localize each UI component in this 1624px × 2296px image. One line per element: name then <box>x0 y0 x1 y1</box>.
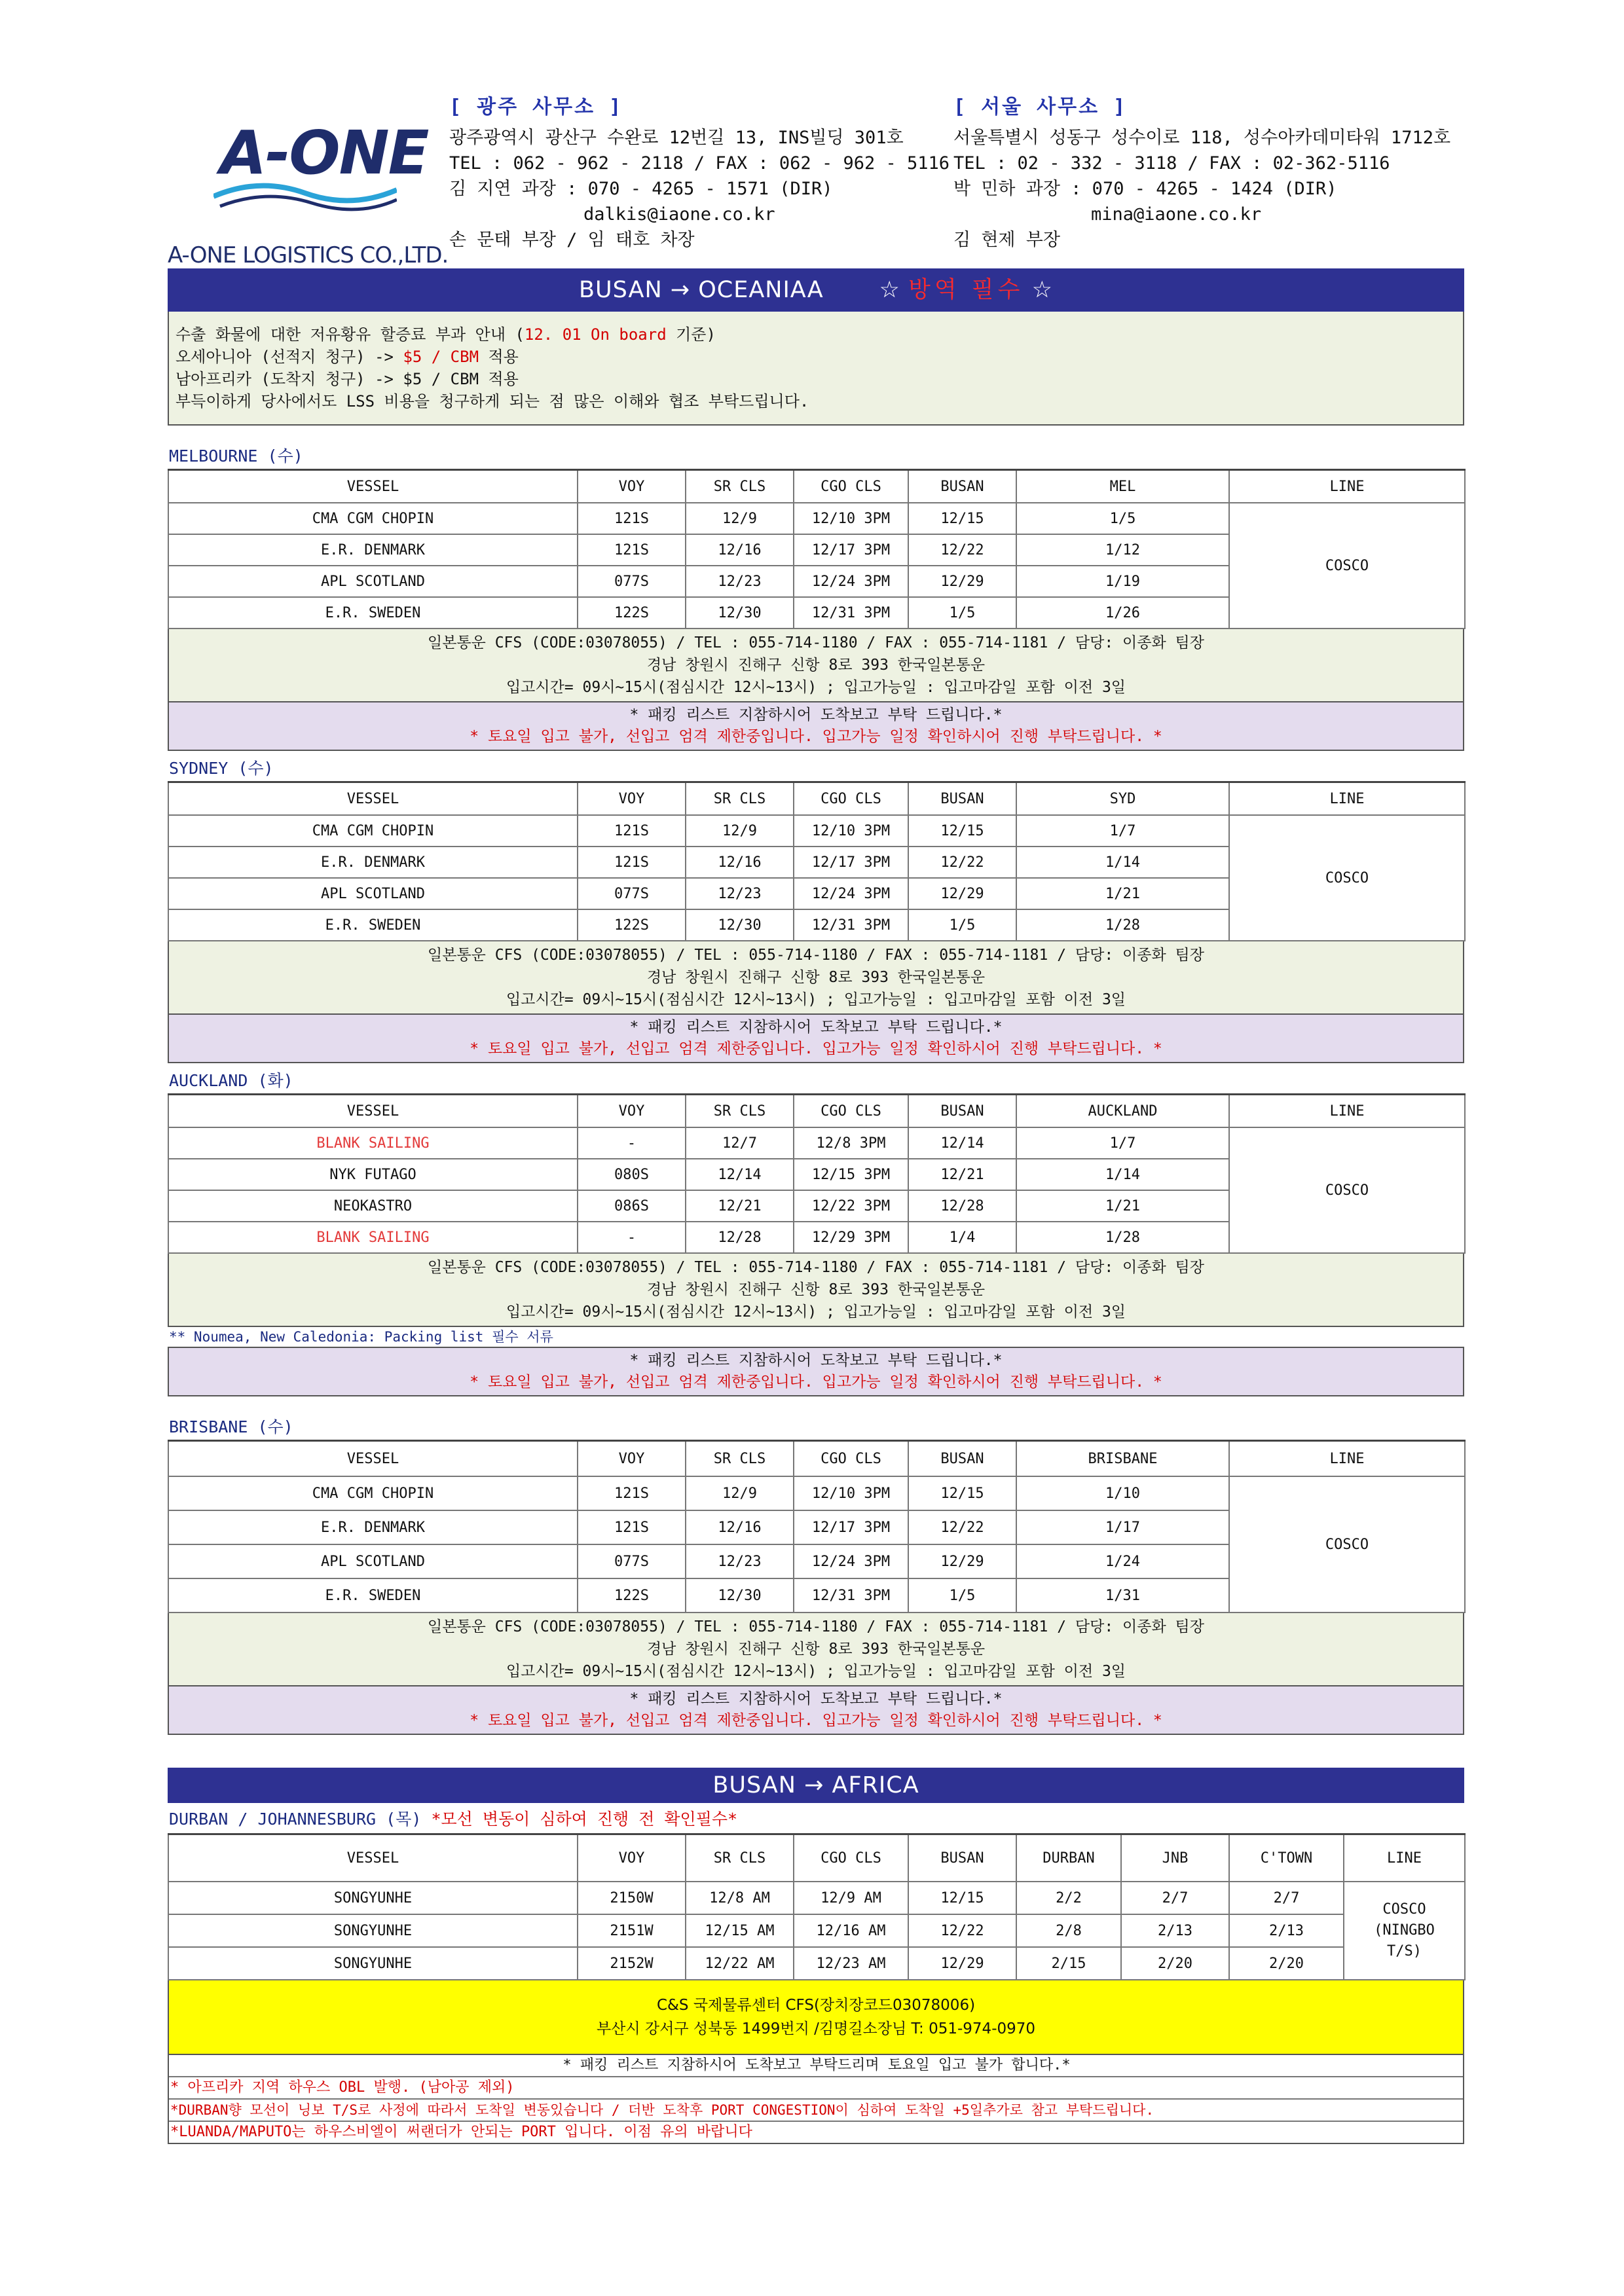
office-phone: TEL : 062 - 962 - 2118 / FAX : 062 - 962 - 5116 <box>449 153 950 173</box>
vessel-cell: E.R. DENMARK <box>168 1510 578 1544</box>
col-cgo-cls: CGO CLS <box>794 470 908 503</box>
table-header <box>168 470 1465 503</box>
brisbane-title: BRISBANE (수) <box>169 1417 293 1436</box>
voy-cell: 122S <box>578 597 686 629</box>
destination-cell: 1/14 <box>1016 847 1229 878</box>
pack-line: * 패킹 리스트 지참하시어 도착보고 부탁 드립니다.* <box>629 1690 1003 1707</box>
africa-pack-note: * 패킹 리스트 지참하시어 도착보고 부탁드리며 토요일 입고 불가 합니다.* <box>563 2057 1071 2073</box>
line-cell: COSCO <box>1229 815 1465 941</box>
vessel-cell: APL SCOTLAND <box>168 1544 578 1578</box>
busan-cell: 12/22 <box>908 1914 1016 1947</box>
voy-cell: 122S <box>578 1578 686 1613</box>
line-cell <box>1344 1882 1465 1980</box>
busan-cell: 12/28 <box>908 1190 1016 1222</box>
sr-cls-cell: 12/16 <box>686 1510 794 1544</box>
col-destination: MEL <box>1016 470 1229 503</box>
vessel-cell: E.R. SWEDEN <box>168 909 578 941</box>
line-cell: COSCO <box>1229 1127 1465 1253</box>
office-email[interactable]: dalkis@iaone.co.kr <box>583 204 775 225</box>
col-voy: VOY <box>578 470 686 503</box>
cgo-cls-cell: 12/17 3PM <box>794 1510 908 1544</box>
oceania-section-bar <box>168 268 1464 312</box>
col-line: LINE <box>1229 470 1465 503</box>
destination-cell: 1/14 <box>1016 1159 1229 1190</box>
col-voy: VOY <box>578 1441 686 1477</box>
vessel-cell: E.R. SWEDEN <box>168 1578 578 1613</box>
notice-line: 오세아니아 (선적지 청구) -> $5 / CBM 적용 <box>175 348 519 366</box>
col-voy: VOY <box>578 1834 686 1882</box>
busan-cell: 12/29 <box>908 878 1016 909</box>
sr-cls-cell: 12/30 <box>686 909 794 941</box>
jnb-cell: 2/13 <box>1121 1914 1229 1947</box>
vessel-cell: APL SCOTLAND <box>168 878 578 909</box>
destination-cell: 1/10 <box>1016 1476 1229 1510</box>
office-phone: TEL : 02 - 332 - 3118 / FAX : 02-362-5116 <box>953 153 1390 173</box>
cfs-line: C&S 국제물류센터 CFS(장치장코드03078006) <box>656 1997 976 2014</box>
africa-schedule-table <box>168 1833 1466 1980</box>
jnb-cell: 2/7 <box>1121 1882 1229 1914</box>
wave-icon <box>213 177 397 216</box>
col-voy: VOY <box>578 1095 686 1128</box>
cfs-line: 경남 창원시 진해구 신항 8로 393 한국일본통운 <box>646 1641 986 1658</box>
voy-cell: 077S <box>578 1544 686 1578</box>
destination-cell: 1/28 <box>1016 909 1229 941</box>
line-cell: COSCO <box>1229 503 1465 629</box>
section-title: BUSAN → OCEANIAA <box>579 277 824 303</box>
voy-cell: - <box>578 1222 686 1253</box>
busan-cell: 12/22 <box>908 847 1016 878</box>
cgo-cls-cell: 12/29 3PM <box>794 1222 908 1253</box>
col-cgo-cls: CGO CLS <box>794 1441 908 1477</box>
pack-line: * 패킹 리스트 지참하시어 도착보고 부탁 드립니다.* <box>629 706 1003 723</box>
col-jnb: JNB <box>1121 1834 1229 1882</box>
cgo-cell: 12/23 AM <box>794 1947 908 1980</box>
office-address: 서울특별시 성동구 성수이로 118, 성수아카데미타워 1712호 <box>953 128 1451 148</box>
vessel-cell: SONGYUNHE <box>168 1914 578 1947</box>
col-vessel: VESSEL <box>168 1095 578 1128</box>
table-row <box>168 1914 1465 1947</box>
star-icon: ☆ <box>879 277 900 303</box>
pack-line: * 패킹 리스트 지참하시어 도착보고 부탁 드립니다.* <box>629 1019 1003 1036</box>
voy-cell: 077S <box>578 878 686 909</box>
seoul-office <box>953 94 1450 253</box>
destination-cell: 1/21 <box>1016 878 1229 909</box>
destination-cell: 1/28 <box>1016 1222 1229 1253</box>
table-row <box>168 503 1465 534</box>
cgo-cls-cell: 12/10 3PM <box>794 503 908 534</box>
col-cgo-cls: CGO CLS <box>794 1095 908 1128</box>
office-title: [ 광주 사무소 ] <box>449 96 623 118</box>
busan-cell: 12/22 <box>908 1510 1016 1544</box>
vessel-cell: CMA CGM CHOPIN <box>168 815 578 847</box>
destination-cell: 1/21 <box>1016 1190 1229 1222</box>
voy-cell: 077S <box>578 566 686 597</box>
cfs-line: 입고시간= 09시~15시(점심시간 12시~13시) ; 입고가능일 : 입고마감일 포함 이전 3일 <box>506 991 1126 1008</box>
busan-cell: 12/29 <box>908 566 1016 597</box>
gwangju-office <box>449 94 950 253</box>
col-vessel: VESSEL <box>168 470 578 503</box>
sr-cls-cell: 12/16 <box>686 847 794 878</box>
col-sr-cls: SR CLS <box>686 1095 794 1128</box>
col-destination: AUCKLAND <box>1016 1095 1229 1128</box>
voy-cell: 080S <box>578 1159 686 1190</box>
cgo-cls-cell: 12/31 3PM <box>794 909 908 941</box>
sr-cell: 12/15 AM <box>686 1914 794 1947</box>
notice-line: 남아프리카 (도착지 청구) -> $5 / CBM 적용 <box>175 370 519 388</box>
melbourne-title: MELBOURNE (수) <box>169 446 303 465</box>
sr-cls-cell: 12/16 <box>686 534 794 566</box>
sr-cls-cell: 12/28 <box>686 1222 794 1253</box>
table-header <box>168 1095 1465 1128</box>
durban-cell: 2/2 <box>1016 1882 1121 1914</box>
cfs-info <box>168 629 1464 702</box>
destination-cell: 1/19 <box>1016 566 1229 597</box>
busan-cell: 12/14 <box>908 1127 1016 1159</box>
voy-cell: 2151W <box>578 1914 686 1947</box>
col-voy: VOY <box>578 782 686 816</box>
sr-cls-cell: 12/9 <box>686 1476 794 1510</box>
ctown-cell: 2/13 <box>1229 1914 1344 1947</box>
table-header <box>168 1834 1465 1882</box>
destination-cell: 1/31 <box>1016 1578 1229 1613</box>
voy-cell: 121S <box>578 847 686 878</box>
col-sr-cls: SR CLS <box>686 1441 794 1477</box>
busan-cell: 12/22 <box>908 534 1016 566</box>
auckland-title: AUCKLAND (화) <box>169 1071 293 1090</box>
col-destination: BRISBANE <box>1016 1441 1229 1477</box>
sr-cls-cell: 12/7 <box>686 1127 794 1159</box>
header <box>168 79 1464 268</box>
table-row <box>168 1476 1465 1510</box>
notice-line: 부득이하게 당사에서도 LSS 비용을 청구하게 되는 점 많은 이해와 협조 부탁드립니다. <box>175 392 809 410</box>
logo-subtitle: A-ONE LOGISTICS CO.,LTD. <box>168 242 449 268</box>
destination-cell: 1/7 <box>1016 1127 1229 1159</box>
cfs-line: 부산시 강서구 성북동 1499번지 /김명길소장님 T: 051-974-0970 <box>596 2020 1036 2037</box>
table-row <box>168 1882 1465 1914</box>
voy-cell: 121S <box>578 534 686 566</box>
cgo-cell: 12/16 AM <box>794 1914 908 1947</box>
col-vessel: VESSEL <box>168 782 578 816</box>
line-cell-text: T/S) <box>1387 1943 1422 1959</box>
ctown-cell: 2/20 <box>1229 1947 1344 1980</box>
pack-line: * 토요일 입고 불가, 선입고 엄격 제한중입니다. 입고가능 일정 확인하시어 진행 부탁드립니다. * <box>470 1040 1162 1057</box>
cfs-info <box>168 1254 1464 1327</box>
cgo-cls-cell: 12/10 3PM <box>794 1476 908 1510</box>
col-vessel: VESSEL <box>168 1834 578 1882</box>
africa-note: * 아프리카 지역 하우스 OBL 발행. (남아공 제외) <box>169 2076 1463 2098</box>
vessel-cell: SONGYUNHE <box>168 1947 578 1980</box>
cfs-info <box>168 1613 1464 1686</box>
col-busan: BUSAN <box>908 1095 1016 1128</box>
cgo-cls-cell: 12/17 3PM <box>794 847 908 878</box>
col-destination: SYD <box>1016 782 1229 816</box>
sr-cls-cell: 12/23 <box>686 566 794 597</box>
vessel-cell: CMA CGM CHOPIN <box>168 1476 578 1510</box>
cfs-line: 일본통운 CFS (CODE:03078055) / TEL : 055-714-1180 / FAX : 055-714-1181 / 담당: 이종화 팀장 <box>427 947 1204 964</box>
cgo-cls-cell: 12/31 3PM <box>794 597 908 629</box>
line-cell-text: COSCO <box>1382 1901 1426 1918</box>
cfs-line: 경남 창원시 진해구 신항 8로 393 한국일본통운 <box>646 1281 986 1298</box>
vessel-cell: NEOKASTRO <box>168 1190 578 1222</box>
africa-cfs-info <box>168 1980 1464 2055</box>
quarantine-alert: 방역 필수 <box>908 277 1024 303</box>
busan-cell: 12/29 <box>908 1544 1016 1578</box>
cgo-cls-cell: 12/17 3PM <box>794 534 908 566</box>
star-icon: ☆ <box>1031 277 1053 303</box>
col-ctown: C'TOWN <box>1229 1834 1344 1882</box>
col-sr-cls: SR CLS <box>686 1834 794 1882</box>
africa-note: *LUANDA/MAPUTO는 하우스비엘이 써랜더가 안되는 PORT 입니다. 이점 유의 바랍니다 <box>169 2121 1463 2143</box>
cgo-cls-cell: 12/31 3PM <box>794 1578 908 1613</box>
vessel-cell: APL SCOTLAND <box>168 566 578 597</box>
voy-cell: 2152W <box>578 1947 686 1980</box>
destination-cell: 1/12 <box>1016 534 1229 566</box>
voy-cell: 121S <box>578 1476 686 1510</box>
busan-cell: 12/15 <box>908 1882 1016 1914</box>
cgo-cls-cell: 12/15 3PM <box>794 1159 908 1190</box>
ctown-cell: 2/7 <box>1229 1882 1344 1914</box>
company-logo <box>168 118 449 268</box>
lss-notice <box>168 312 1464 426</box>
noumea-note: ** Noumea, New Caledonia: Packing list 필수 서류 <box>169 1329 553 1345</box>
sr-cell: 12/22 AM <box>686 1947 794 1980</box>
col-durban: DURBAN <box>1016 1834 1121 1882</box>
col-busan: BUSAN <box>908 470 1016 503</box>
packing-notice <box>168 1347 1464 1396</box>
cfs-line: 일본통운 CFS (CODE:03078055) / TEL : 055-714-1180 / FAX : 055-714-1181 / 담당: 이종화 팀장 <box>427 634 1204 651</box>
cgo-cls-cell: 12/24 3PM <box>794 566 908 597</box>
africa-notes <box>168 2055 1464 2144</box>
office-address: 광주광역시 광산구 수완로 12번길 13, INS빌딩 301호 <box>449 128 904 148</box>
col-busan: BUSAN <box>908 1441 1016 1477</box>
office-email[interactable]: mina@iaone.co.kr <box>1091 204 1262 225</box>
table-header <box>168 782 1465 816</box>
pack-line: * 토요일 입고 불가, 선입고 엄격 제한중입니다. 입고가능 일정 확인하시어 진행 부탁드립니다. * <box>470 1374 1162 1391</box>
auckland-schedule-table <box>168 1093 1466 1254</box>
office-managers: 손 문태 부장 / 임 태호 차장 <box>449 230 695 250</box>
sr-cls-cell: 12/21 <box>686 1190 794 1222</box>
office-contact: 박 민하 과장 : 070 - 4265 - 1424 (DIR) <box>953 179 1337 199</box>
cfs-line: 일본통운 CFS (CODE:03078055) / TEL : 055-714-1180 / FAX : 055-714-1181 / 담당: 이종화 팀장 <box>427 1259 1204 1276</box>
office-managers: 김 현제 부장 <box>953 230 1060 250</box>
line-cell: COSCO <box>1229 1476 1465 1613</box>
cgo-cls-cell: 12/8 3PM <box>794 1127 908 1159</box>
africa-note: *DURBAN향 모선이 닝보 T/S로 사정에 따라서 도착일 변동있습니다 / 더반 도착후 PORT CONGESTION이 심하여 도착일 +5일추가로 참고 부탁드립니다. <box>169 2098 1463 2121</box>
busan-cell: 12/15 <box>908 815 1016 847</box>
pack-line: * 토요일 입고 불가, 선입고 엄격 제한중입니다. 입고가능 일정 확인하시어 진행 부탁드립니다. * <box>470 1712 1162 1729</box>
col-sr-cls: SR CLS <box>686 470 794 503</box>
durban-title: DURBAN / JOHANNESBURG (목) *모선 변동이 심하여 진행 전 확인필수* <box>169 1810 738 1829</box>
sr-cls-cell: 12/30 <box>686 597 794 629</box>
durban-cell: 2/8 <box>1016 1914 1121 1947</box>
jnb-cell: 2/20 <box>1121 1947 1229 1980</box>
sr-cls-cell: 12/9 <box>686 503 794 534</box>
cfs-info <box>168 941 1464 1015</box>
vessel-cell: E.R. DENMARK <box>168 534 578 566</box>
table-header <box>168 1441 1465 1477</box>
table-row <box>168 1127 1465 1159</box>
col-line: LINE <box>1229 1441 1465 1477</box>
schedule-page <box>168 79 1464 2144</box>
cfs-line: 입고시간= 09시~15시(점심시간 12시~13시) ; 입고가능일 : 입고마감일 포함 이전 3일 <box>506 679 1126 696</box>
vessel-cell: E.R. DENMARK <box>168 847 578 878</box>
vessel-cell: BLANK SAILING <box>168 1222 578 1253</box>
voy-cell: 121S <box>578 503 686 534</box>
packing-notice <box>168 1015 1464 1063</box>
destination-cell: 1/24 <box>1016 1544 1229 1578</box>
sr-cls-cell: 12/23 <box>686 1544 794 1578</box>
destination-cell: 1/7 <box>1016 815 1229 847</box>
busan-cell: 12/29 <box>908 1947 1016 1980</box>
col-line: LINE <box>1229 782 1465 816</box>
col-vessel: VESSEL <box>168 1441 578 1477</box>
busan-cell: 12/15 <box>908 1476 1016 1510</box>
pack-line: * 토요일 입고 불가, 선입고 엄격 제한중입니다. 입고가능 일정 확인하시어 진행 부탁드립니다. * <box>470 728 1162 745</box>
voy-cell: 121S <box>578 815 686 847</box>
voy-cell: 122S <box>578 909 686 941</box>
busan-cell: 1/4 <box>908 1222 1016 1253</box>
busan-cell: 1/5 <box>908 1578 1016 1613</box>
section-title: BUSAN → AFRICA <box>712 1772 919 1798</box>
destination-cell: 1/17 <box>1016 1510 1229 1544</box>
packing-notice <box>168 1686 1464 1735</box>
destination-cell: 1/5 <box>1016 503 1229 534</box>
vessel-cell: CMA CGM CHOPIN <box>168 503 578 534</box>
cgo-cls-cell: 12/24 3PM <box>794 1544 908 1578</box>
vessel-cell: NYK FUTAGO <box>168 1159 578 1190</box>
col-busan: BUSAN <box>908 1834 1016 1882</box>
sr-cls-cell: 12/14 <box>686 1159 794 1190</box>
voy-cell: - <box>578 1127 686 1159</box>
africa-section-bar <box>168 1768 1464 1803</box>
col-line: LINE <box>1344 1834 1465 1882</box>
table-row <box>168 1947 1465 1980</box>
packing-notice <box>168 702 1464 751</box>
sr-cell: 12/8 AM <box>686 1882 794 1914</box>
busan-cell: 12/21 <box>908 1159 1016 1190</box>
col-line: LINE <box>1229 1095 1465 1128</box>
sr-cls-cell: 12/30 <box>686 1578 794 1613</box>
cfs-line: 경남 창원시 진해구 신항 8로 393 한국일본통운 <box>646 657 986 674</box>
vessel-cell: SONGYUNHE <box>168 1882 578 1914</box>
col-cgo-cls: CGO CLS <box>794 782 908 816</box>
busan-cell: 1/5 <box>908 909 1016 941</box>
cgo-cls-cell: 12/24 3PM <box>794 878 908 909</box>
col-sr-cls: SR CLS <box>686 782 794 816</box>
cfs-line: 일본통운 CFS (CODE:03078055) / TEL : 055-714-1180 / FAX : 055-714-1181 / 담당: 이종화 팀장 <box>427 1618 1204 1635</box>
pack-line: * 패킹 리스트 지참하시어 도착보고 부탁 드립니다.* <box>629 1352 1003 1369</box>
table-row <box>168 815 1465 847</box>
cfs-line: 경남 창원시 진해구 신항 8로 393 한국일본통운 <box>646 969 986 986</box>
office-contact: 김 지연 과장 : 070 - 4265 - 1571 (DIR) <box>449 179 833 199</box>
busan-cell: 1/5 <box>908 597 1016 629</box>
durban-cell: 2/15 <box>1016 1947 1121 1980</box>
line-cell-text: (NINGBO <box>1374 1922 1435 1939</box>
col-cgo-cls: CGO CLS <box>794 1834 908 1882</box>
logo-text: A-ONE <box>220 118 428 188</box>
col-busan: BUSAN <box>908 782 1016 816</box>
vessel-cell: BLANK SAILING <box>168 1127 578 1159</box>
notice-line: 수출 화물에 대한 저유황유 할증료 부과 안내 (12. 01 On board 기준) <box>175 325 716 344</box>
sr-cls-cell: 12/23 <box>686 878 794 909</box>
vessel-cell: E.R. SWEDEN <box>168 597 578 629</box>
voy-cell: 2150W <box>578 1882 686 1914</box>
cgo-cls-cell: 12/10 3PM <box>794 815 908 847</box>
sydney-title: SYDNEY (수) <box>169 759 274 778</box>
voy-cell: 121S <box>578 1510 686 1544</box>
sydney-schedule-table <box>168 781 1466 941</box>
busan-cell: 12/15 <box>908 503 1016 534</box>
cgo-cls-cell: 12/22 3PM <box>794 1190 908 1222</box>
office-title: [ 서울 사무소 ] <box>953 96 1128 118</box>
sr-cls-cell: 12/9 <box>686 815 794 847</box>
brisbane-schedule-table <box>168 1440 1466 1613</box>
destination-cell: 1/26 <box>1016 597 1229 629</box>
cfs-line: 입고시간= 09시~15시(점심시간 12시~13시) ; 입고가능일 : 입고마감일 포함 이전 3일 <box>506 1663 1126 1680</box>
cfs-line: 입고시간= 09시~15시(점심시간 12시~13시) ; 입고가능일 : 입고마감일 포함 이전 3일 <box>506 1303 1126 1321</box>
melbourne-schedule-table <box>168 469 1466 629</box>
cgo-cell: 12/9 AM <box>794 1882 908 1914</box>
voy-cell: 086S <box>578 1190 686 1222</box>
